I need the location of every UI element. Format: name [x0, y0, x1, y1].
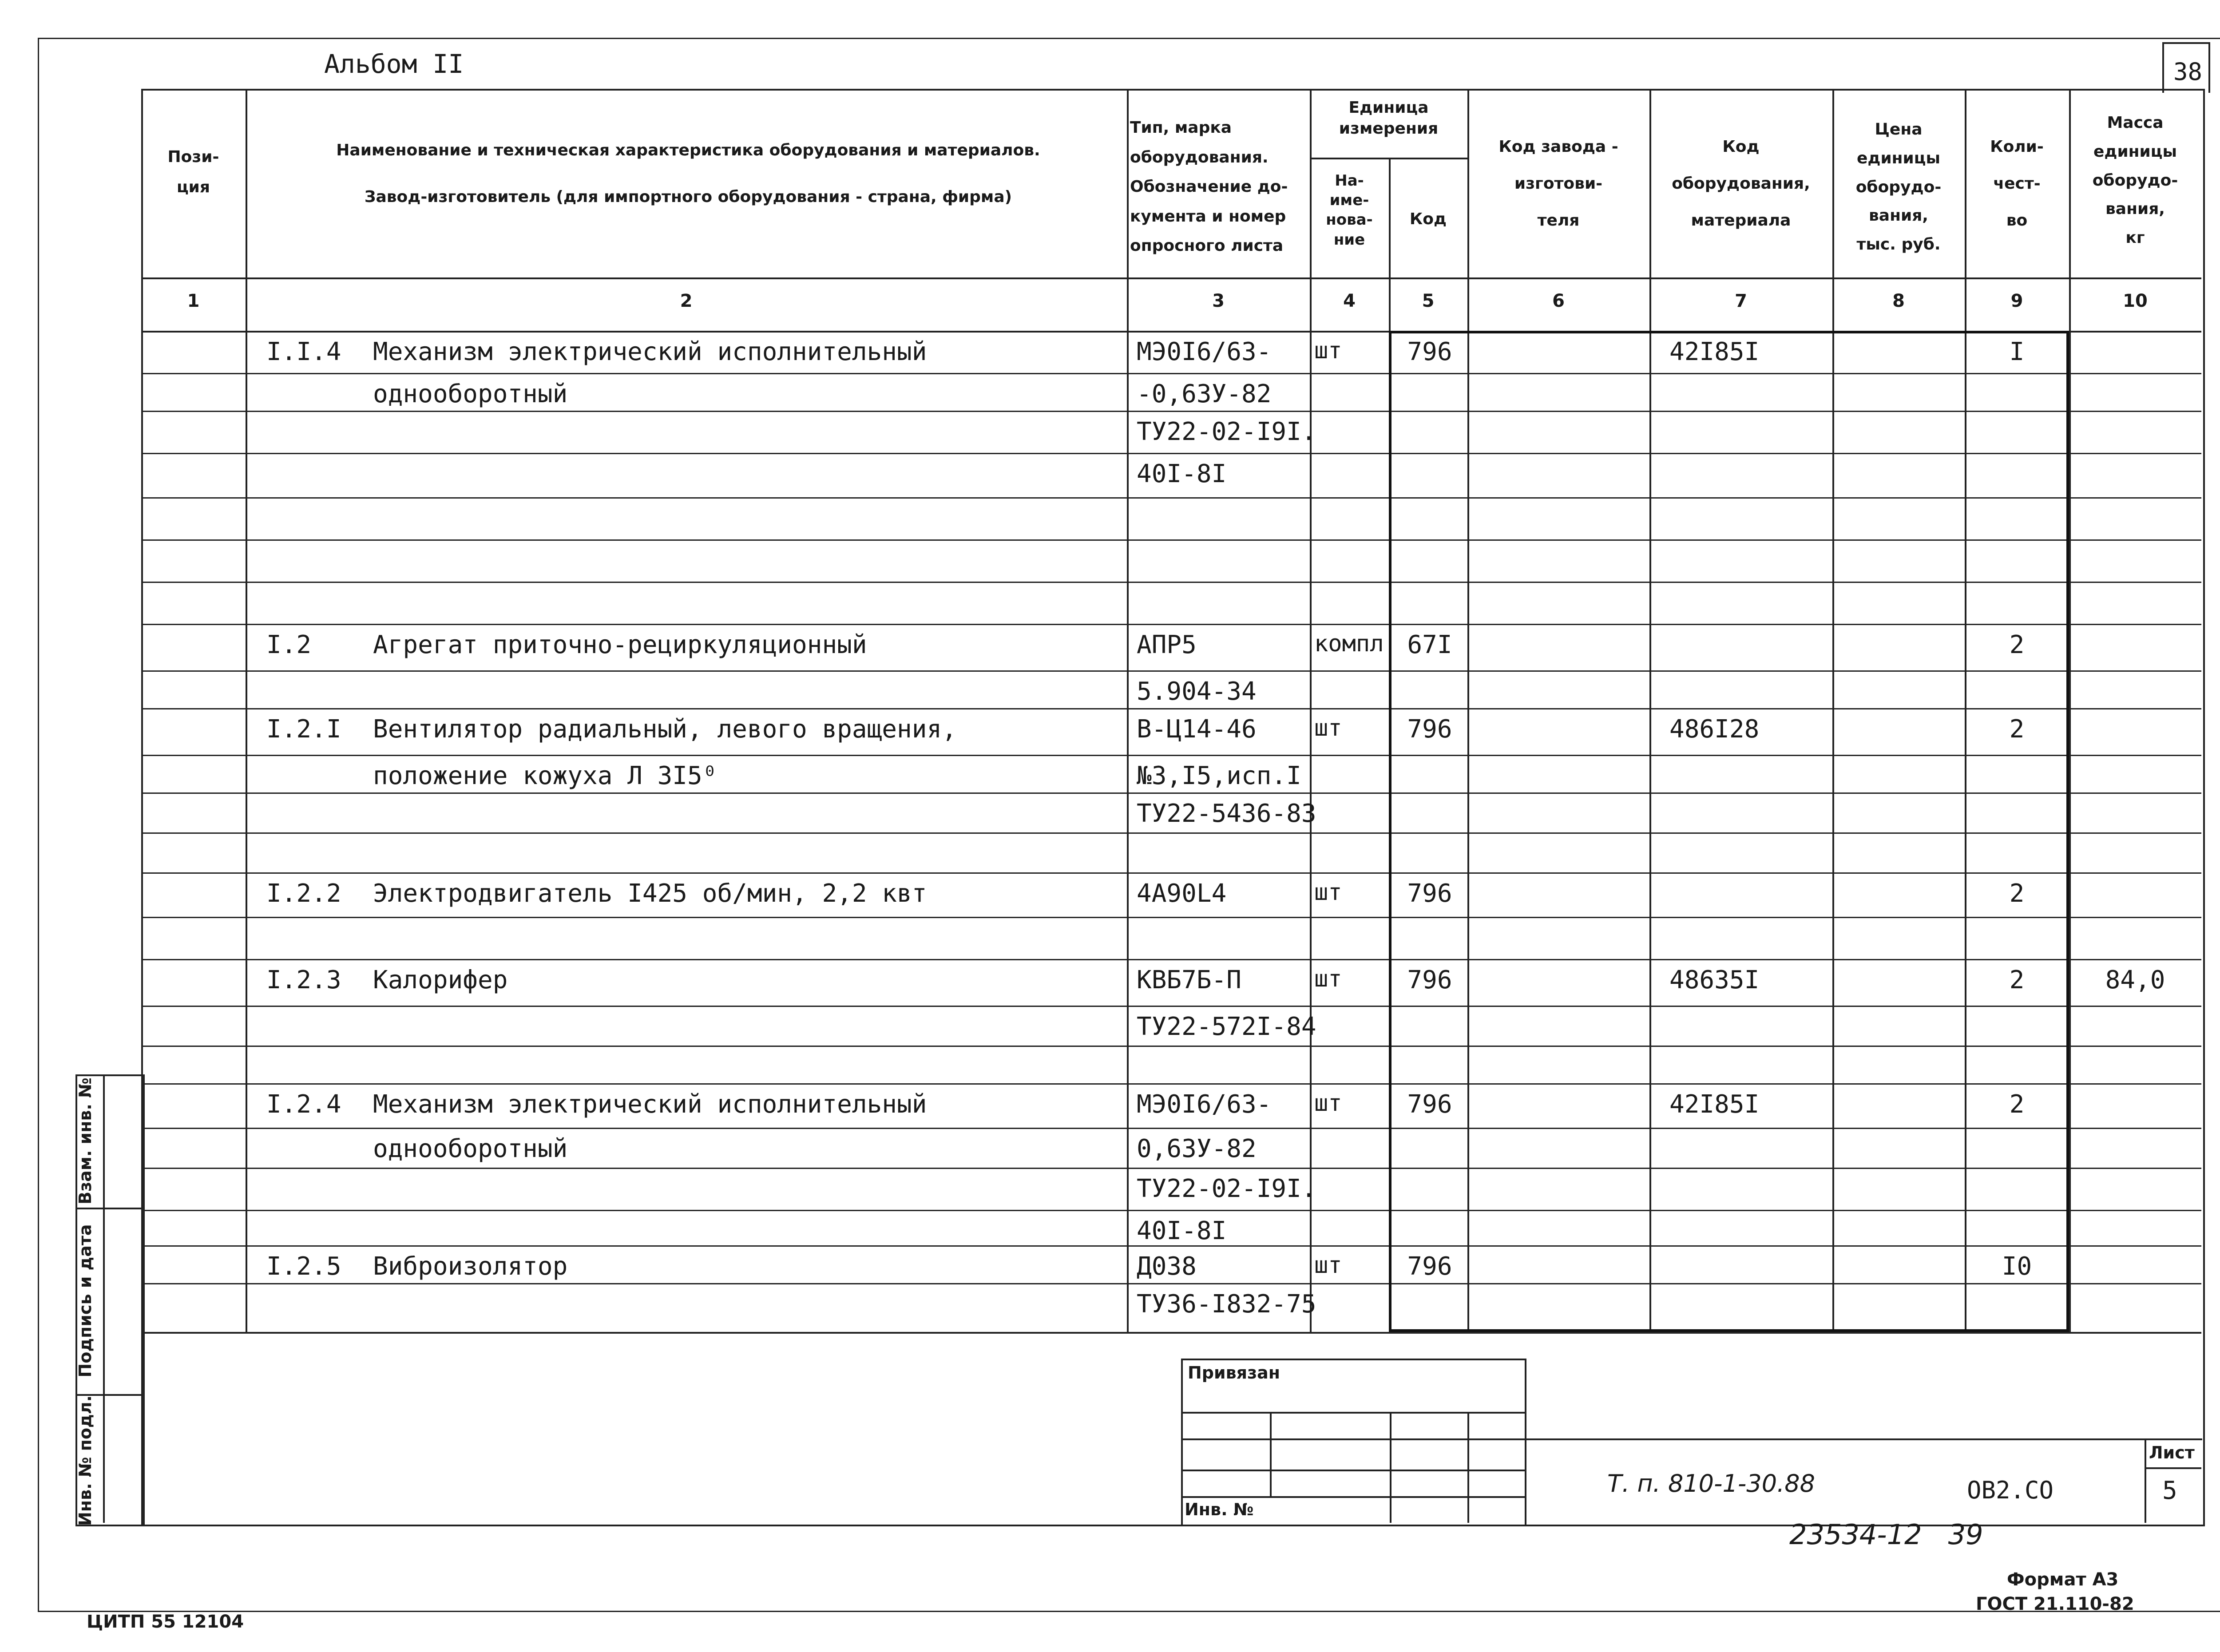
row-position: I.2: [266, 630, 312, 659]
row-type: 4А90L4: [1137, 879, 1227, 908]
row-unit-code: 796: [1407, 337, 1452, 366]
row-unit-code: 796: [1407, 1090, 1452, 1119]
row-position: I.2.3: [266, 966, 341, 994]
row-type: ТУ36-I832-75: [1137, 1290, 1316, 1319]
col-number-3: 3: [1212, 291, 1225, 311]
row-quantity: I: [2009, 337, 2025, 366]
col-number-8: 8: [1892, 291, 1905, 311]
col-header-position: Пози- ция: [167, 148, 219, 197]
row-unit: компл: [1314, 630, 1384, 657]
row-type: ТУ22-5436-83: [1137, 799, 1316, 828]
row-unit: шт: [1314, 1252, 1342, 1279]
row-unit: шт: [1314, 1090, 1342, 1117]
row-mass: 84,0: [2105, 966, 2165, 994]
col-number-2: 2: [680, 291, 693, 311]
footer-gost: ГОСТ 21.110-82: [1976, 1594, 2134, 1614]
stamp-privyazan-label: Привязан: [1188, 1363, 1280, 1383]
col-header-mass: Масса единицы оборудо- вания, кг: [2092, 114, 2178, 247]
row-quantity: 2: [2009, 1090, 2025, 1119]
handwritten-number: 23534-12 39: [1789, 1518, 1983, 1551]
col-number-6: 6: [1552, 291, 1565, 311]
side-label-vzam: Взам. инв. №: [75, 1078, 95, 1204]
row-type: МЭ0I6/63-: [1137, 1090, 1272, 1119]
row-unit: шт: [1314, 879, 1342, 906]
stamp-mark: ОВ2.СО: [1967, 1476, 2054, 1504]
row-unit-code: 796: [1407, 715, 1452, 744]
col-header-name-line1: Наименование и техническая характеристика оборудования и материалов.: [336, 141, 1040, 159]
col-header-factory-code: Код завода - изготови- теля: [1498, 138, 1618, 230]
row-type: 5.904-34: [1137, 677, 1257, 706]
row-position: I.2.2: [266, 879, 341, 908]
row-type: -0,63У-82: [1137, 380, 1272, 408]
row-quantity: 2: [2009, 966, 2025, 994]
row-type: №3,I5,исп.I: [1137, 761, 1301, 790]
row-unit: шт: [1314, 715, 1342, 741]
row-unit: шт: [1314, 966, 1342, 992]
row-name: Электродвигатель I425 об/мин, 2,2 квт: [373, 879, 927, 908]
row-name: Калорифер: [373, 966, 508, 994]
col-header-quantity: Коли- чест- во: [1990, 138, 2044, 230]
stamp-sheet-number: 5: [2162, 1476, 2177, 1505]
row-name: Агрегат приточно-рециркуляционный: [373, 630, 867, 659]
col-number-10: 10: [2123, 291, 2148, 311]
row-position: I.I.4: [266, 337, 341, 366]
col-number-5: 5: [1422, 291, 1435, 311]
row-name: Механизм электрический исполнительный: [373, 1090, 927, 1119]
side-label-inv: Инв. № подл.: [75, 1395, 95, 1526]
row-type: В-Ц14-46: [1137, 715, 1257, 744]
row-type: МЭ0I6/63-: [1137, 337, 1272, 366]
col-number-4: 4: [1343, 291, 1356, 311]
row-type: ТУ22-02-I9I.: [1137, 417, 1316, 446]
col-number-9: 9: [2010, 291, 2023, 311]
row-unit-code: 796: [1407, 879, 1452, 908]
row-type: КВБ7Б-П: [1137, 966, 1242, 994]
highlight-frame: [1389, 331, 2069, 1332]
row-type: ТУ22-02-I9I.: [1137, 1174, 1316, 1203]
row-position: I.2.I: [266, 715, 341, 744]
row-type: 40I-8I: [1137, 460, 1227, 488]
row-unit: шт: [1314, 337, 1342, 364]
row-type: АПР5: [1137, 630, 1197, 659]
row-quantity: I0: [2002, 1252, 2032, 1281]
col-number-7: 7: [1735, 291, 1747, 311]
row-name: однооборотный: [373, 1134, 568, 1163]
col-header-unit-code: Код: [1409, 210, 1447, 228]
row-equipment-code: 42I85I: [1669, 1090, 1760, 1119]
row-unit-code: 796: [1407, 1252, 1452, 1281]
stamp-inv-label: Инв. №: [1185, 1500, 1254, 1519]
row-type: 0,63У-82: [1137, 1134, 1257, 1163]
col-header-unit-group: Единица измерения: [1339, 99, 1439, 138]
row-name: Виброизолятор: [373, 1252, 568, 1281]
col-header-unit-name: На- име- нова- ние: [1326, 172, 1373, 249]
row-unit-code: 67I: [1407, 630, 1452, 659]
col-header-name-line2: Завод-изготовитель (для импортного оборудования - страна, фирма): [364, 188, 1012, 206]
row-quantity: 2: [2009, 715, 2025, 744]
footer-citp: ЦИТП 55 12104: [87, 1612, 244, 1632]
row-name: Механизм электрический исполнительный: [373, 337, 927, 366]
row-quantity: 2: [2009, 879, 2025, 908]
row-unit-code: 796: [1407, 966, 1452, 994]
side-label-podpis: Подпись и дата: [75, 1224, 95, 1378]
row-equipment-code: 486I28: [1669, 715, 1760, 744]
footer-format: Формат А3: [2007, 1569, 2119, 1590]
stamp-doc-code: Т. п. 810-1-30.88: [1607, 1470, 1815, 1497]
col-number-1: 1: [187, 291, 200, 311]
row-name: положение кожуха Л 3I5⁰: [373, 761, 718, 790]
row-position: I.2.5: [266, 1252, 341, 1281]
col-header-equipment-code: Код оборудования, материала: [1672, 138, 1810, 230]
page-corner-number: 38: [2173, 58, 2203, 86]
row-equipment-code: 48635I: [1669, 966, 1760, 994]
row-type: ТУ22-572I-84: [1137, 1012, 1316, 1041]
album-title: Альбом II: [324, 49, 464, 79]
row-name: однооборотный: [373, 380, 568, 408]
row-equipment-code: 42I85I: [1669, 337, 1760, 366]
row-name: Вентилятор радиальный, левого вращения,: [373, 715, 957, 744]
col-header-price: Цена единицы оборудо- вания, тыс. руб.: [1855, 120, 1942, 254]
row-position: I.2.4: [266, 1090, 341, 1119]
row-type: Д038: [1137, 1252, 1197, 1281]
row-quantity: 2: [2009, 630, 2025, 659]
stamp-sheet-label: Лист: [2149, 1443, 2195, 1462]
col-header-type: Тип, марка оборудования. Обозначение до- кумента и номер опросного листа: [1130, 119, 1288, 255]
row-type: 40I-8I: [1137, 1216, 1227, 1245]
